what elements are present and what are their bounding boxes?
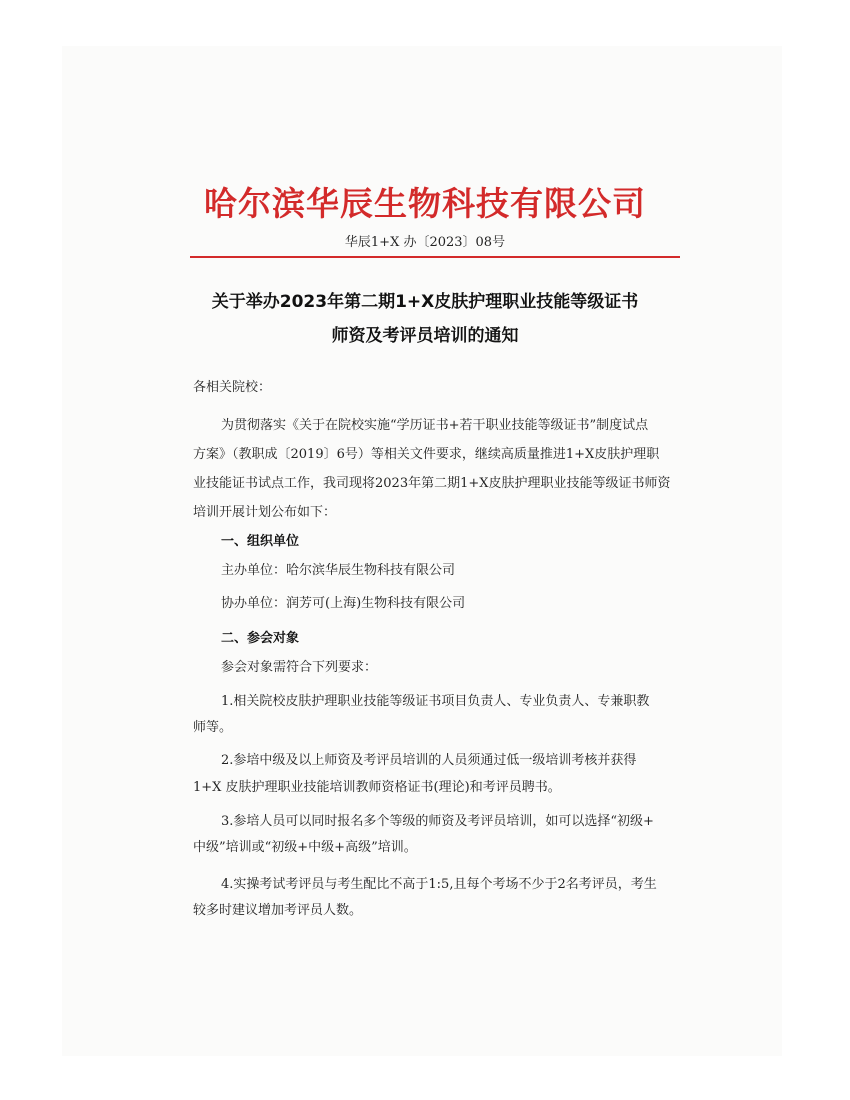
intro-line-4: 培训开展计划公布如下： — [193, 505, 337, 520]
requirement-4-line-2: 较多时建议增加考评员人数。 — [193, 903, 363, 918]
co-host-unit: 协办单位：润芳可(上海)生物科技有限公司 — [221, 596, 466, 611]
notice-title-line-1: 关于举办2023年第二期1+X皮肤护理职业技能等级证书 — [211, 292, 639, 312]
requirement-3-line-1: 3.参培人员可以同时报名多个等级的师资及考评员培训，如可以选择“初级+ — [221, 814, 654, 829]
document-number: 华辰1+X 办〔2023〕08号 — [344, 235, 506, 250]
intro-line-2: 方案》（教职成〔2019〕6号）等相关文件要求，继续高质量推进1+X皮肤护理职 — [193, 447, 660, 462]
host-unit: 主办单位：哈尔滨华辰生物科技有限公司 — [221, 563, 456, 578]
section-2-lead: 参会对象需符合下列要求： — [221, 660, 378, 675]
intro-line-1: 为贯彻落实《关于在院校实施“学历证书+若干职业技能等级证书”制度试点 — [221, 418, 649, 433]
requirement-2-line-2: 1+X 皮肤护理职业技能培训教师资格证书(理论)和考评员聘书。 — [193, 780, 561, 795]
section-1-heading: 一、组织单位 — [221, 534, 300, 549]
notice-title-line-2: 师资及考评员培训的通知 — [331, 326, 519, 346]
requirement-3-line-2: 中级”培训或“初级+中级+高级”培训。 — [193, 840, 417, 855]
requirement-2-line-1: 2.参培中级及以上师资及考评员培训的人员须通过低一级培训考核并获得 — [221, 753, 637, 768]
intro-line-3: 业技能证书试点工作，我司现将2023年第二期1+X皮肤护理职业技能等级证书师资 — [193, 476, 671, 491]
red-divider-line — [190, 256, 680, 258]
requirement-4-line-1: 4.实操考试考评员与考生配比不高于1:5,且每个考场不少于2名考评员，考生 — [221, 877, 657, 892]
notice-title — [0, 285, 850, 353]
section-2-heading: 二、参会对象 — [221, 631, 300, 646]
requirement-1-line-2: 师等。 — [193, 720, 233, 735]
salutation: 各相关院校： — [193, 380, 272, 395]
requirement-1-line-1: 1.相关院校皮肤护理职业技能等级证书项目负责人、专业负责人、专兼职教 — [221, 694, 650, 709]
organization-name: 哈尔滨华辰生物科技有限公司 — [204, 184, 646, 223]
